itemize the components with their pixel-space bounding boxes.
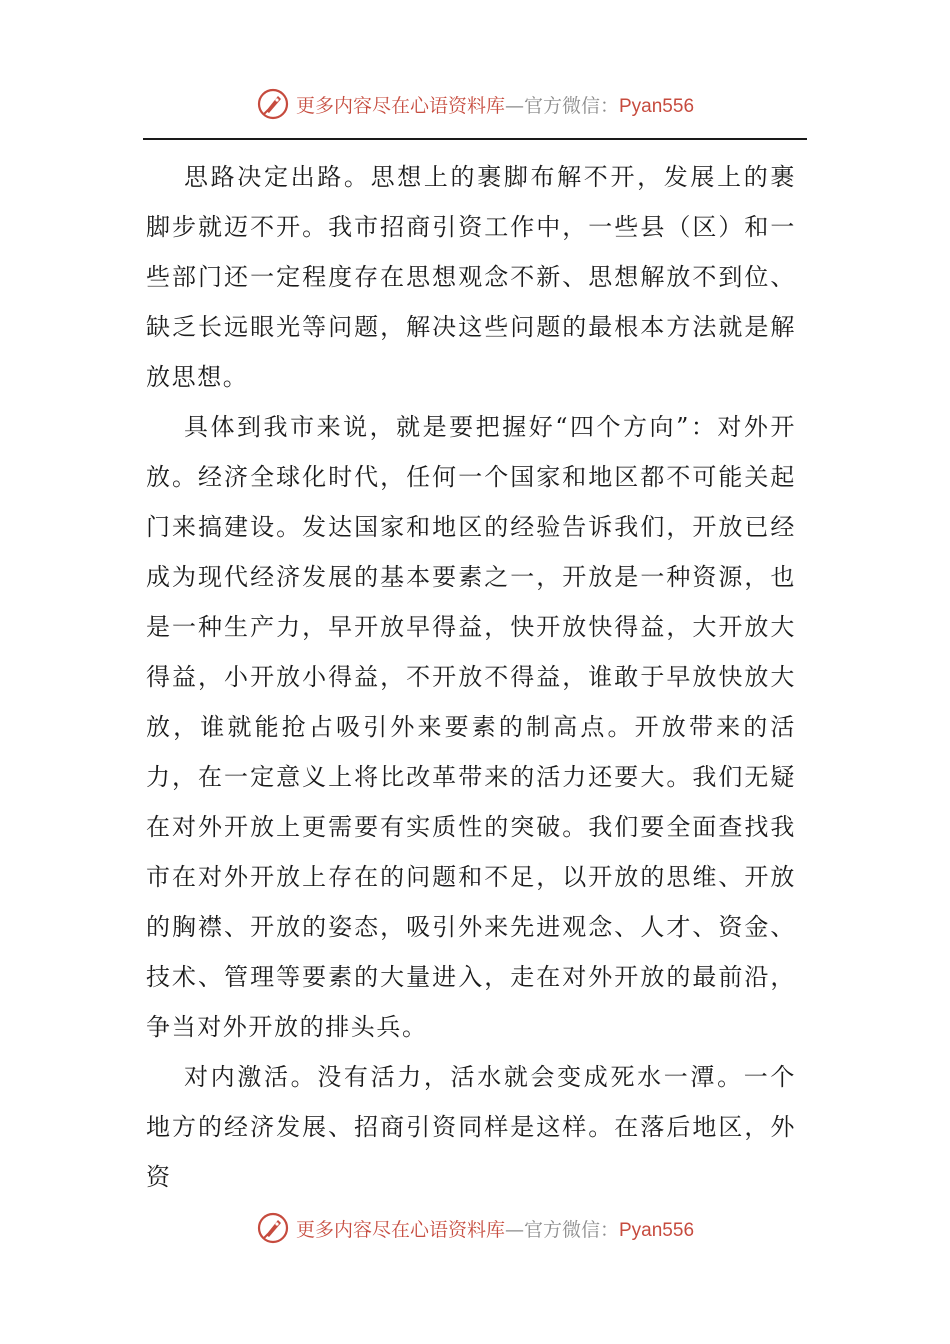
pen-nib-circle-icon <box>256 1211 290 1245</box>
watermark-wechat-id: Pyan556 <box>619 95 695 117</box>
watermark-site: 更多内容尽在心语资料库 <box>295 94 505 117</box>
footer-watermark <box>0 1208 950 1248</box>
header-divider <box>143 138 807 140</box>
pen-nib-circle-icon <box>256 87 290 121</box>
watermark-text <box>296 91 694 118</box>
watermark-wechat-id: Pyan556 <box>619 1219 695 1241</box>
watermark-label: —官方微信： <box>504 1218 619 1241</box>
watermark-site: 更多内容尽在心语资料库 <box>295 1218 505 1241</box>
header-watermark <box>0 84 950 124</box>
watermark-label: —官方微信： <box>504 94 619 117</box>
watermark-text <box>296 1215 694 1242</box>
paragraph: 具体到我市来说，就是要把握好“四个方向”：对外开放。经济全球化时代，任何一个国家和地区都不可能关起门来搞建设。发达国家和地区的经验告诉我们，开放已经成为现代经济发展的基本要素之一，开放是一种资源，也是一种生产力，早开放早得益，快开放快得益，大开放大得益，小开放小得益，不开放不得益，谁敢于早放快放大放，谁就能抢占吸引外来要素的制高点。开放带来的活力，在一定意义上将比改革带来的活力还要大。我们无疑在对外开放上更需要有实质性的突破。我们要全面查找我市在对外开放上存在的问题和不足，以开放的思维、开放的胸襟、开放的姿态，吸引外来先进观念、人才、资金、技术、管理等要素的大量进入，走在对外开放的最前沿，争当对外开放的排头兵。 <box>146 413 796 1041</box>
paragraph: 对内激活。没有活力，活水就会变成死水一潭。一个地方的经济发展、招商引资同样是这样。在落后地区，外资 <box>146 1063 796 1191</box>
document-body <box>146 152 796 1202</box>
paragraph: 思路决定出路。思想上的裹脚布解不开，发展上的裹脚步就迈不开。我市招商引资工作中，一些县（区）和一些部门还一定程度存在思想观念不新、思想解放不到位、缺乏长远眼光等问题，解决这些问题的最根本方法就是解放思想。 <box>146 163 796 391</box>
